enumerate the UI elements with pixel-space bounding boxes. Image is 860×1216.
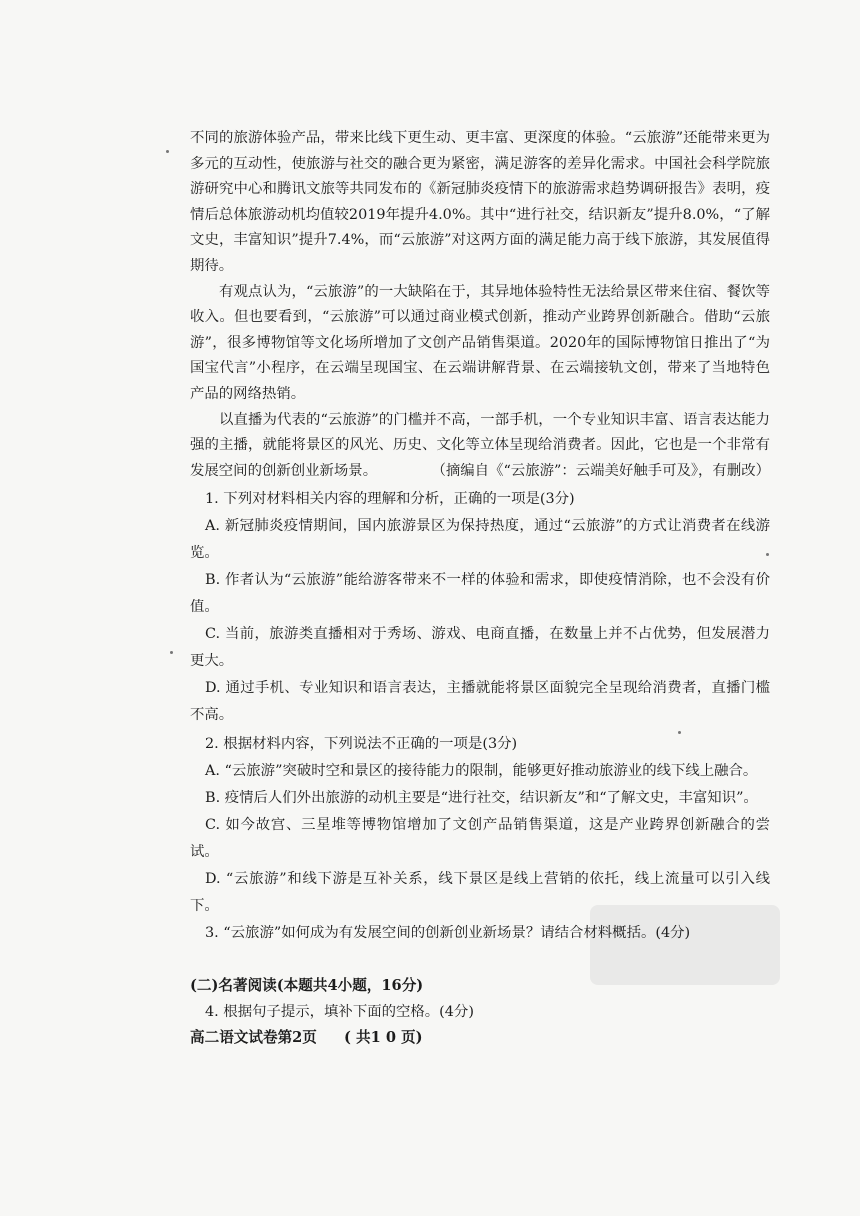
question-2-option-a: A. “云旅游”突破时空和景区的接待能力的限制，能够更好推动旅游业的线下线上融合。 <box>205 763 758 780</box>
question-2-option-b: B. 疫情后人们外出旅游的动机主要是“进行社交，结识新友”和“了解文史，丰富知识”。 <box>205 790 758 807</box>
section-2-title: (二)名著阅读(本题共4小题，16分) <box>190 977 424 995</box>
scan-speck <box>166 150 169 153</box>
footer-total-pages: ( 共1 0 页) <box>344 1029 423 1047</box>
page-footer <box>190 1025 770 1051</box>
scan-speck <box>170 651 173 654</box>
footer-page-label: 高二语文试卷第2页 <box>190 1029 317 1047</box>
exam-content <box>190 126 770 1051</box>
article-paragraph-3-text: 以直播为代表的“云旅游”的门槛并不高，一部手机，一个专业知识丰富、语言表达能力强的主播，就能将景区的风光、历史、文化等立体呈现给消费者。因此，它也是一个非常有发展空间的创新创业新场景。 <box>190 411 770 479</box>
question-2-option-d: D. “云旅游”和线下游是互补关系，线下景区是线上营销的依托，线上流量可以引入线下。 <box>190 871 770 915</box>
article-paragraph-3 <box>190 408 770 485</box>
question-1-option-d: D. 通过手机、专业知识和语言表达，主播就能将景区面貌完全呈现给消费者，直播门槛不高。 <box>190 680 770 724</box>
article-paragraph-1: 不同的旅游体验产品，带来比线下更生动、更丰富、更深度的体验。“云旅游”还能带来更为多元的互动性，使旅游与社交的融合更为紧密，满足游客的差异化需求。中国社会科学院旅游研究中心和腾讯文旅等共同发布的《新冠肺炎疫情下的旅游需求趋势调研报告》表明，疫情后总体旅游动机均值较2019年提升4.0%。其中“进行社交，结识新友”提升8.0%，“了解文史，丰富知识”提升7.4%，而“云旅游”对这两方面的满足能力高于线下旅游，其发展值得期待。 <box>190 130 770 274</box>
article-paragraph-2: 有观点认为，“云旅游”的一大缺陷在于，其异地体验特性无法给景区带来住宿、餐饮等收入。但也要看到，“云旅游”可以通过商业模式创新，推动产业跨界创新融合。借助“云旅游”，很多博物馆等文化场所增加了文创产品销售渠道。2020年的国际博物馆日推出了“为国宝代言”小程序，在云端呈现国宝、在云端讲解背景、在云端接轨文创，带来了当地特色产品的网络热销。 <box>190 283 770 402</box>
question-1-stem: 1. 下列对材料相关内容的理解和分析，正确的一项是(3分) <box>205 491 575 508</box>
question-2-stem: 2. 根据材料内容，下列说法不正确的一项是(3分) <box>205 736 518 753</box>
article-source: （摘编自《“云旅游”：云端美好触手可及》，有删改） <box>431 462 770 479</box>
question-3: 3. “云旅游”如何成为有发展空间的创新创业新场景？请结合材料概括。(4分) <box>205 925 691 942</box>
question-1-option-a: A. 新冠肺炎疫情期间，国内旅游景区为保持热度，通过“云旅游”的方式让消费者在线游览。 <box>190 518 770 562</box>
question-2 <box>190 731 770 920</box>
question-2-option-c: C. 如今故宫、三星堆等博物馆增加了文创产品销售渠道，这是产业跨界创新融合的尝试。 <box>190 817 770 861</box>
question-4: 4. 根据句子提示，填补下面的空格。(4分) <box>205 1004 474 1021</box>
question-1-option-c: C. 当前，旅游类直播相对于秀场、游戏、电商直播，在数量上并不占优势，但发展潜力更大。 <box>190 626 770 670</box>
question-1-option-b: B. 作者认为“云旅游”能给游客带来不一样的体验和需求，即使疫情消除，也不会没有价值。 <box>190 572 770 616</box>
question-1 <box>190 486 770 729</box>
